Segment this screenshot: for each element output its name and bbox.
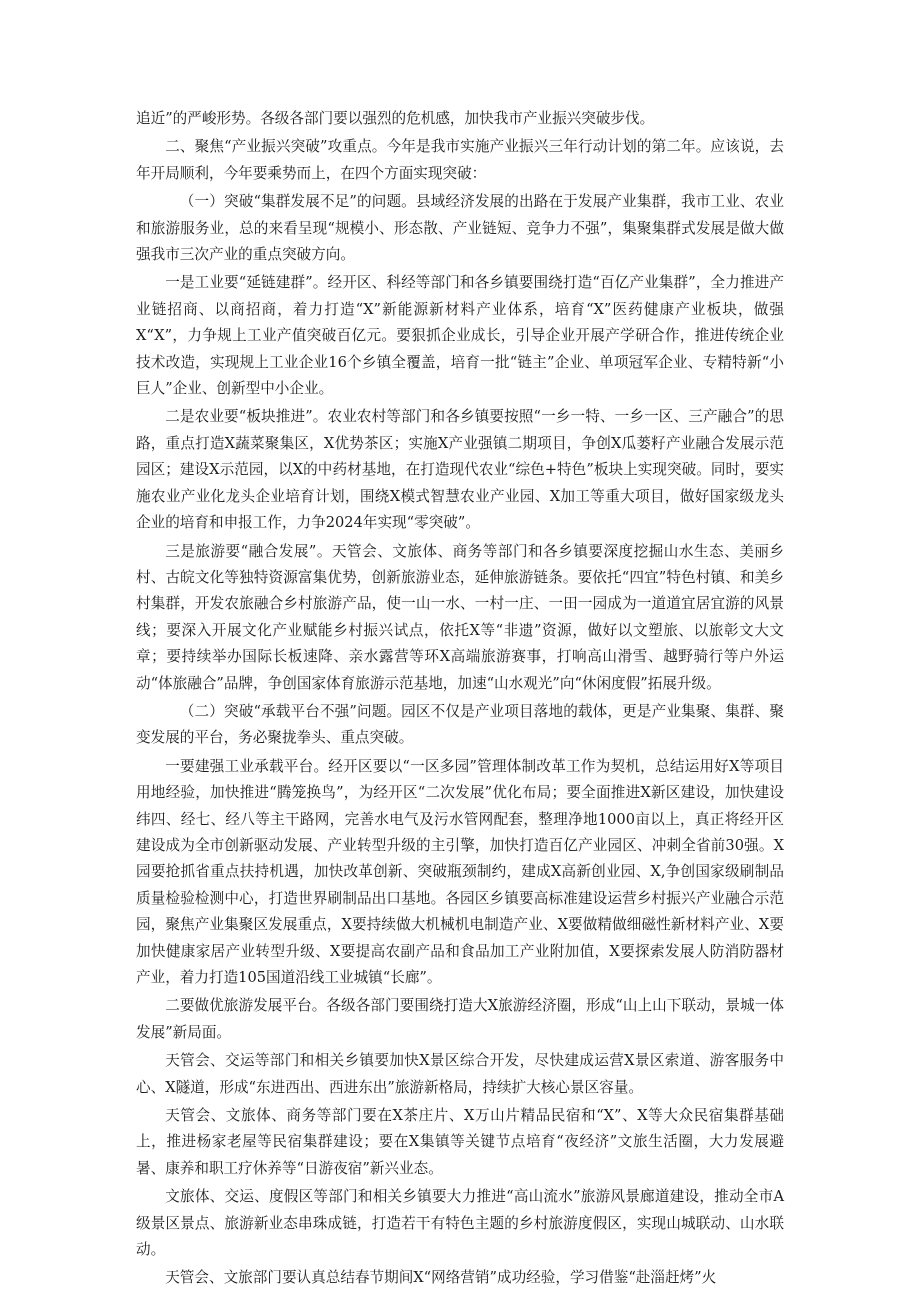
paragraph-marketing: 天管会、文旅部门要认真总结春节期间X“网络营销”成功经验，学习借鉴“赴淄赶烤”火 xyxy=(165,1269,717,1287)
paragraph-continuation: 追近”的严峻形势。各级各部门要以强烈的危机感，加快我市产业振兴突破步伐。 xyxy=(136,110,655,127)
paragraph-scenic-development: 天管会、交运等部门和相关乡镇要加快X景区综合开发，尽快建成运营X景区索道、游客服务中心、X隧道，形成“东进西出、西进东出”旅游新格局，持续扩大核心景区容量。 xyxy=(136,1052,784,1096)
paragraph-homestay: 天管会、文旅体、商务等部门要在X茶庄片、X万山片精品民宿和“X”、X等大众民宿集群基础上，推进杨家老屋等民宿集群建设；要在X集镇等关键节点培育“夜经济”文旅生活圈，大力发展避暑、康养和职工疗休养等“日游夜宿”新兴业态。 xyxy=(136,1107,784,1177)
paragraph-agriculture: 二是农业要“板块推进”。农业农村等部门和各乡镇要按照“一乡一特、一乡一区、三产融合”的思路，重点打造X蔬菜聚集区，X优势茶区；实施X产业强镇二期项目，争创X瓜蒌籽产业融合发展示范园区；建设X示范园，以X的中药材基地，在打造现代农业“综色+特色”板块上实现突破。同时，要实施农业产业化龙头企业培育计划，围绕X模式智慧农业产业园、X加工等重大项目，做好国家级龙头企业的培育和申报工作，力争2024年实现“零突破”。 xyxy=(136,408,784,532)
document-body xyxy=(136,106,784,1294)
section-heading-2: 二、聚焦“产业振兴突破”攻重点。今年是我市实施产业振兴三年行动计划的第二年。应该说，去年开局顺利，今年要乘势而上，在四个方面实现突破： xyxy=(136,138,784,182)
paragraph-industry: 一是工业要“延链建群”。经开区、科经等部门和各乡镇要围绕打造“百亿产业集群”，全力推进产业链招商、以商招商，着力打造“X”新能源新材料产业体系，培育“X”医药健康产业板块，做强X“X”，力争规上工业产值突破百亿元。要狠抓企业成长，引导企业开展产学研合作，推进传统企业技术改造，实现规上工业企业16个乡镇全覆盖，培育一批“链主”企业、单项冠军企业、专精特新“小巨人”企业、创新型中小企业。 xyxy=(136,274,784,398)
paragraph-tourism-platform: 二要做优旅游发展平台。各级各部门要围绕打造大X旅游经济圈，形成“山上山下联动，景城一体发展”新局面。 xyxy=(136,997,784,1041)
subsection-heading-1: （一）突破“集群发展不足”的问题。县域经济发展的出路在于发展产业集群，我市工业、农业和旅游服务业，总的来看呈现“规模小、形态散、产业链短、竞争力不强”，集聚集群式发展是做大做强我市三次产业的重点突破方向。 xyxy=(136,193,784,264)
paragraph-scenic-corridor: 文旅体、交运、度假区等部门和相关乡镇要大力推进“高山流水”旅游风景廊道建设，推动全市A级景区景点、旅游新业态串珠成链，打造若干有特色主题的乡村旅游度假区，实现山城联动、山水联动。 xyxy=(136,1188,784,1259)
paragraph-industrial-platform: 一要建强工业承载平台。经开区要以“一区多园”管理体制改革工作为契机，总结运用好X等项目用地经验，加快推进“腾笼换鸟”，为经开区“二次发展”优化布局；要全面推进X新区建设，加快建设纬四、经七、经八等主干路网，完善水电气及污水管网配套，整理净地1000亩以上，真正将经开区建设成为全市创新驱动发展、产业转型升级的主引擎，加快打造百亿产业园区、冲刺全省前30强。X园要抢抓省重点扶持机遇，加快改革创新、突破瓶颈制约，建成X高新创业园、X,争创国家级刷制品质量检验检测中心，打造世界刷制品出口基地。各园区乡镇要高标准建设运营乡村振兴产业融合示范园，聚焦产业集聚区发展重点，X要持续做大机械机电制造产业、X要做精做细磁性新材料产业、X要加快健康家居产业转型升级、X要提高农副产品和食品加工产业附加值，X要探索发展人防消防器材产业，着力打造105国道沿线工业城镇“长廊”。 xyxy=(136,757,784,986)
subsection-heading-2: （二）突破“承载平台不强”问题。园区不仅是产业项目落地的载体，更是产业集聚、集群、聚变发展的平台，务必聚拢拳头、重点突破。 xyxy=(136,702,784,747)
paragraph-tourism: 三是旅游要“融合发展”。天管会、文旅体、商务等部门和各乡镇要深度挖掘山水生态、美丽乡村、古皖文化等独特资源富集优势，创新旅游业态，延伸旅游链条。要依托“四宜”特色村镇、和美乡村集群，开发农旅融合乡村旅游产品，使一山一水、一村一庄、一田一园成为一道道宜居宜游的风景线；要深入开展文化产业赋能乡村振兴试点，依托X等“非遗”资源，做好以文塑旅、以旅彰文大文章；要持续举办国际长板速降、亲水露营等环X高端旅游赛事，打响高山滑雪、越野骑行等户外运动“体旅融合”品牌，争创国家体育旅游示范基地，加速“山水观光”向“休闲度假”拓展升级。 xyxy=(136,542,784,692)
